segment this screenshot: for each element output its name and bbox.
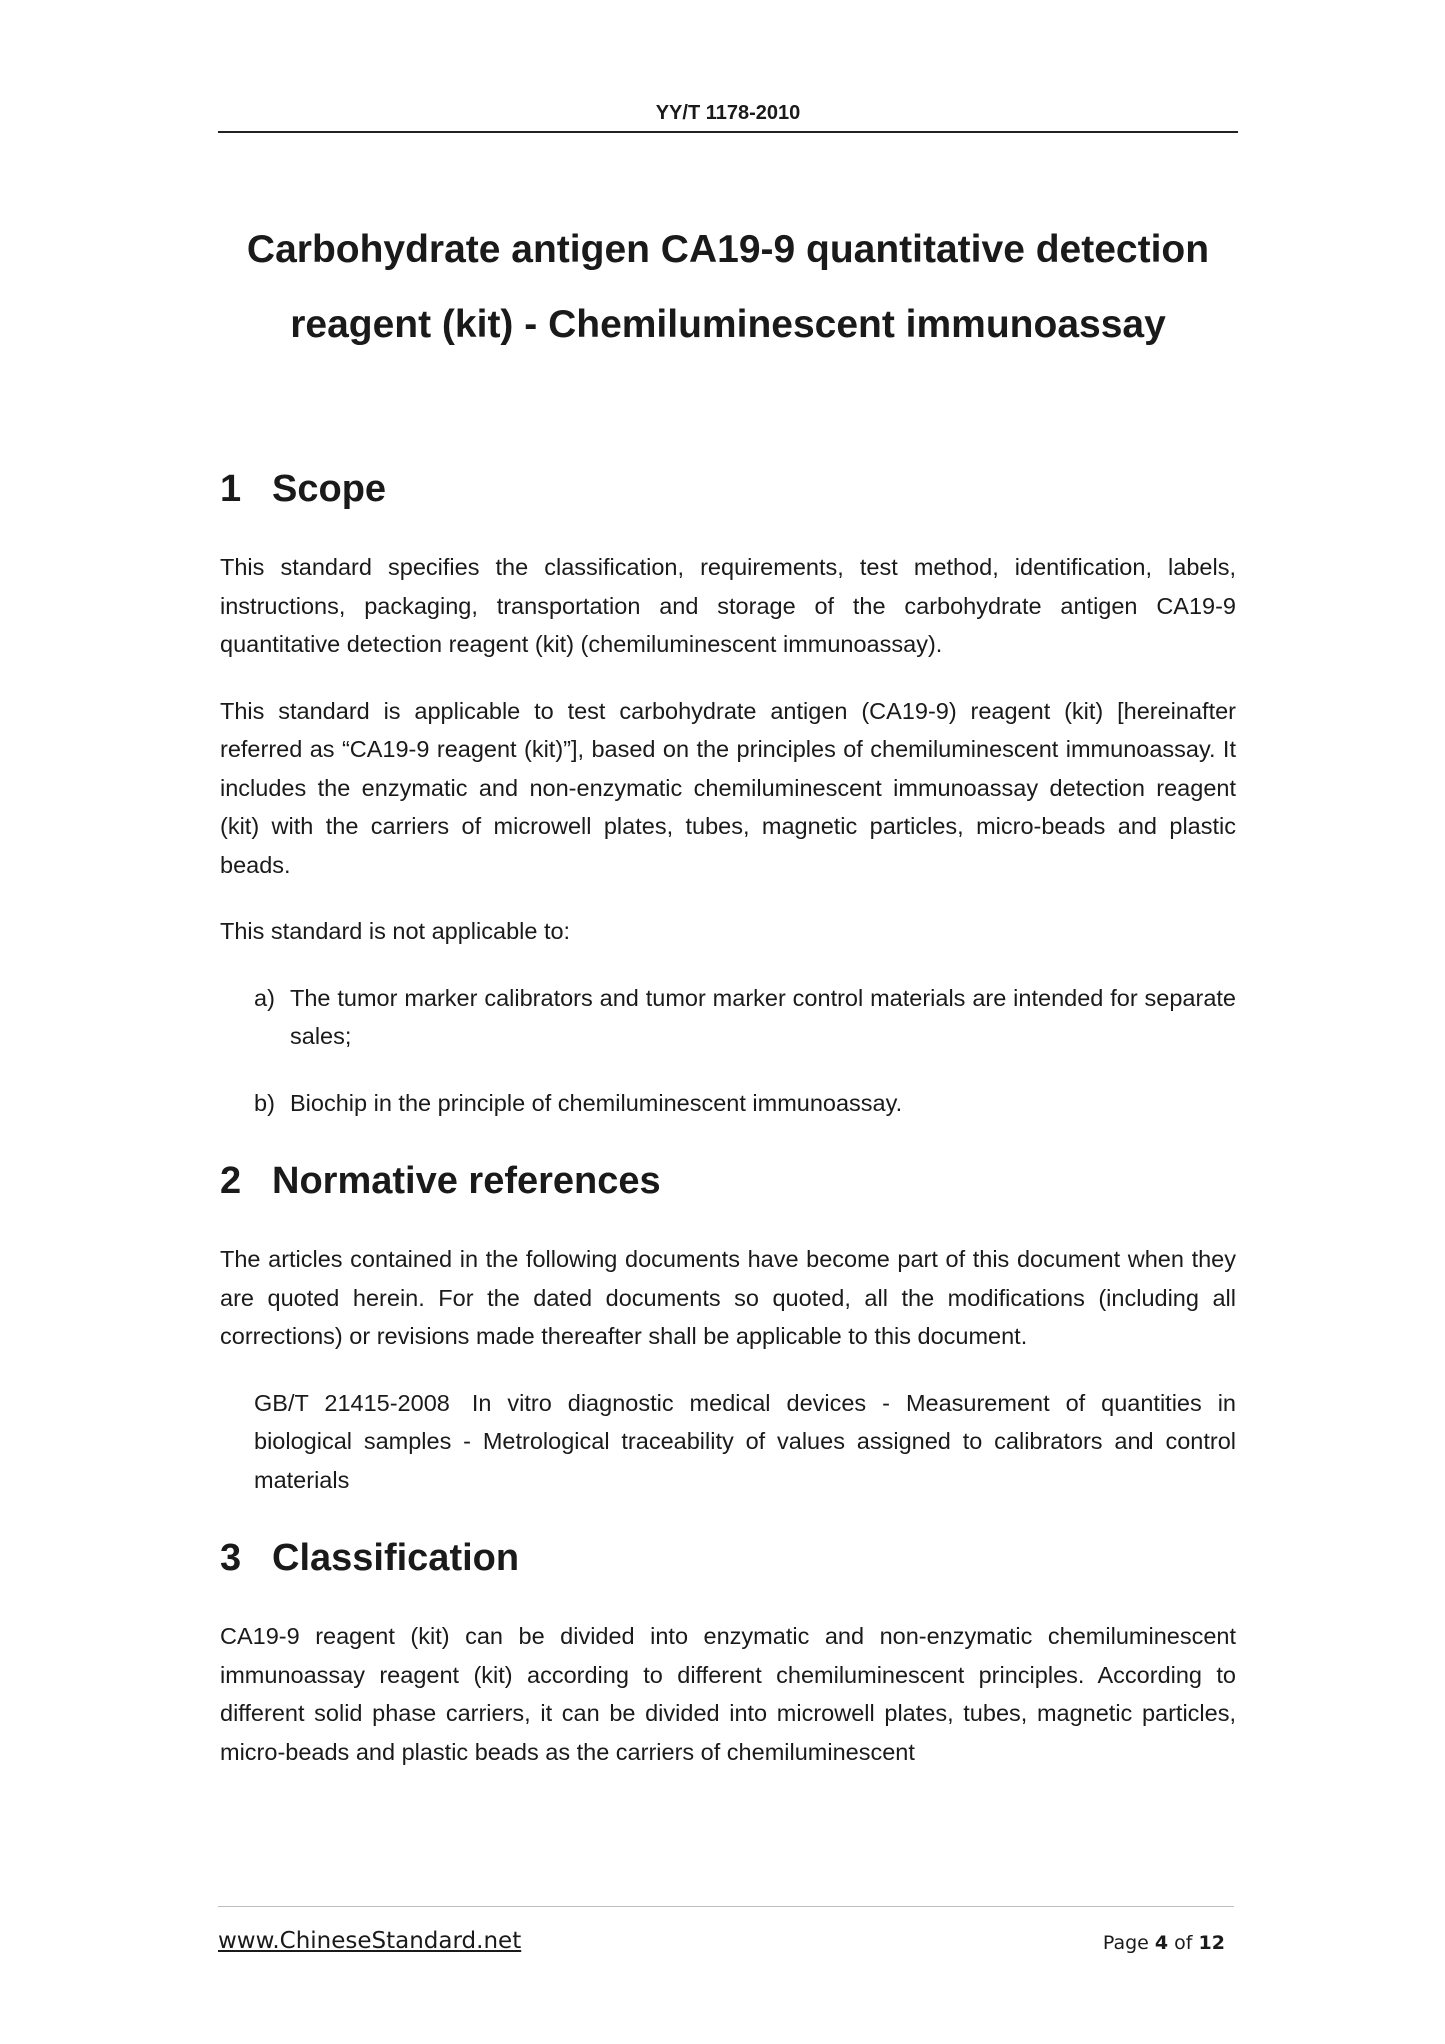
scope-paragraph-1: This standard specifies the classification, requirements, test method, identification, labels, instructions, packaging, transportation and storage of the carbohydrate antigen CA19-9 quantitative detection reagent (kit) (chemiluminescent immunoassay). — [220, 554, 1236, 657]
section-number: 1 — [220, 468, 242, 510]
document-title — [160, 212, 1296, 362]
title-line-2: reagent (kit) - Chemiluminescent immunoassay — [290, 303, 1166, 346]
title-line-1: Carbohydrate antigen CA19-9 quantitative detection — [246, 228, 1210, 271]
list-text: Biochip in the principle of chemiluminescent immunoassay. — [290, 1089, 903, 1116]
page-prefix: Page — [1102, 1932, 1149, 1954]
section-heading-scope — [220, 460, 1236, 518]
page-of: of — [1174, 1932, 1193, 1954]
list-marker: b) — [254, 1089, 275, 1116]
list-item — [220, 1084, 1236, 1123]
reference-code: GB/T 21415-2008 — [254, 1389, 450, 1416]
page-current: 4 — [1154, 1932, 1169, 1954]
section-heading-classification — [220, 1529, 1236, 1587]
section-number: 2 — [220, 1160, 242, 1202]
list-text: The tumor marker calibrators and tumor marker control materials are intended for separate sales; — [290, 984, 1236, 1049]
list-marker: a) — [254, 984, 275, 1011]
document-body — [220, 460, 1236, 1771]
scope-paragraph-2: This standard is applicable to test carbohydrate antigen (CA19-9) reagent (kit) [hereinafter referred as “CA19-9 reagent (kit)”], based on the principles of chemiluminescent immunoassay. It includes the enzymatic and non-enzymatic chemiluminescent immunoassay detection reagent (kit) with the carriers of microwell plates, tubes, magnetic particles, micro-beads and plastic beads. — [220, 697, 1236, 878]
scope-paragraph-3: This standard is not applicable to: — [220, 918, 571, 944]
footer-website-link[interactable]: www.ChineseStandard.net — [218, 1928, 522, 1954]
normative-reference — [220, 1384, 1236, 1500]
section-heading-normative — [220, 1152, 1236, 1210]
section-number: 3 — [220, 1537, 242, 1579]
section-title: Scope — [272, 468, 387, 510]
page-total: 12 — [1198, 1932, 1225, 1954]
section-title: Normative references — [272, 1160, 661, 1202]
normative-paragraph-1: The articles contained in the following documents have become part of this document when they are quoted herein. For the dated documents so quoted, all the modifications (including all corrections) or revisions made thereafter shall be applicable to this document. — [220, 1246, 1236, 1349]
section-title: Classification — [272, 1537, 520, 1579]
list-item — [220, 979, 1236, 1056]
reference-title: In vitro diagnostic medical devices - Measurement of quantities in biological samples - Metrological traceability of values assigned to calibrators and control materials — [254, 1389, 1236, 1493]
document-code: YY/T 1178-2010 — [655, 102, 801, 124]
header-rule — [218, 131, 1238, 133]
page-number — [1103, 1932, 1225, 1954]
footer-rule — [218, 1906, 1234, 1907]
classification-paragraph-1: CA19-9 reagent (kit) can be divided into enzymatic and non-enzymatic chemiluminescent immunoassay reagent (kit) according to different chemiluminescent principles. According to different solid phase carriers, it can be divided into microwell plates, tubes, magnetic particles, micro-beads and plastic beads as the carriers of chemiluminescent — [220, 1623, 1236, 1765]
